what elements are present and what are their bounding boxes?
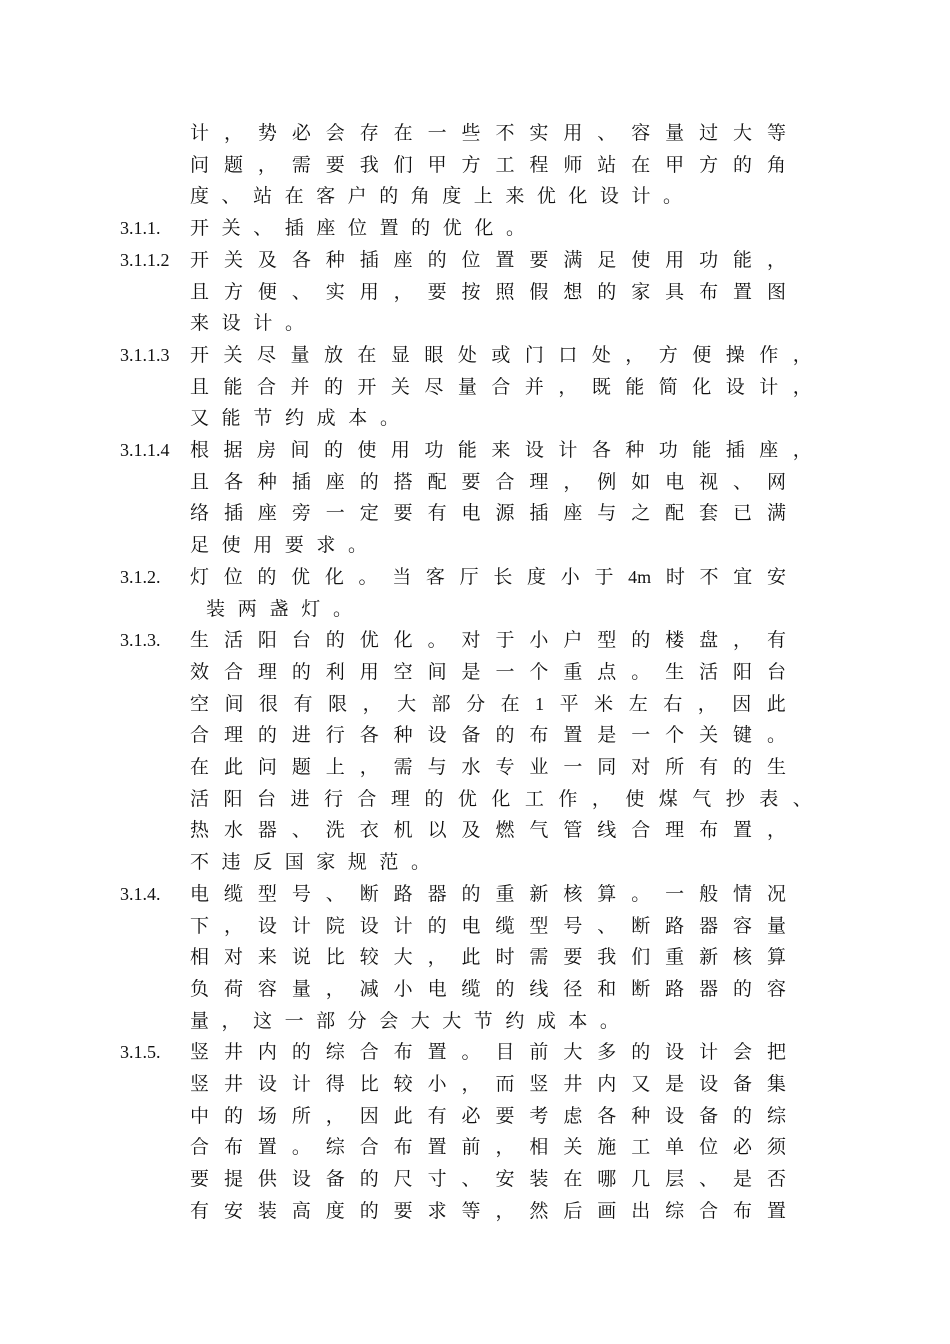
section-number: 3.1.1.2 bbox=[120, 249, 170, 270]
line-text: 合 布 置 。 综 合 布 置 前 ， 相 关 施 工 单 位 必 须 bbox=[190, 1136, 786, 1159]
line-text: 合 理 的 进 行 各 种 设 备 的 布 置 是 一 个 关 键 。 bbox=[190, 724, 786, 747]
text-line bbox=[0, 973, 950, 1005]
line-text: 要 提 供 设 备 的 尺 寸 、 安 装 在 哪 几 层 、 是 否 bbox=[190, 1168, 786, 1191]
line-text: 不 违 反 国 家 规 范 。 bbox=[190, 851, 430, 874]
line-text: 络 插 座 旁 一 定 要 有 电 源 插 座 与 之 配 套 已 满 bbox=[190, 502, 786, 525]
line-text: 竖 井 内 的 综 合 布 置 。 目 前 大 多 的 设 计 会 把 bbox=[190, 1041, 786, 1064]
text-line bbox=[0, 149, 950, 181]
line-text: 计 ， 势 必 会 存 在 一 些 不 实 用 、 容 量 过 大 等 bbox=[190, 122, 786, 144]
text-line bbox=[0, 117, 950, 149]
line-text: 活 阳 台 进 行 合 理 的 优 化 工 作 ， 使 煤 气 抄 表 、 bbox=[190, 787, 812, 810]
text-line bbox=[0, 402, 950, 434]
line-text: 效 合 理 的 利 用 空 间 是 一 个 重 点 。 生 活 阳 台 bbox=[190, 660, 786, 683]
text-line bbox=[0, 1131, 950, 1163]
text-line bbox=[0, 339, 950, 371]
text-line bbox=[0, 751, 950, 783]
line-text: 有 安 装 高 度 的 要 求 等 ， 然 后 画 出 综 合 布 置 bbox=[190, 1199, 786, 1222]
text-line bbox=[0, 1195, 950, 1227]
text-line bbox=[0, 1036, 950, 1068]
text-line bbox=[0, 783, 950, 815]
text-line bbox=[0, 878, 950, 910]
line-text: 在 此 问 题 上 ， 需 与 水 专 业 一 同 对 所 有 的 生 bbox=[190, 756, 786, 778]
text-line bbox=[0, 529, 950, 561]
text-line bbox=[0, 656, 950, 688]
text-line bbox=[0, 244, 950, 276]
line-text: 度 、 站 在 客 户 的 角 度 上 来 优 化 设 计 。 bbox=[190, 185, 682, 208]
line-text: 竖 井 设 计 得 比 较 小 ， 而 竖 井 内 又 是 设 备 集 bbox=[190, 1073, 786, 1095]
line-text: 且 方 便 、 实 用 ， 要 按 照 假 想 的 家 具 布 置 图 bbox=[190, 280, 786, 303]
text-line bbox=[0, 593, 950, 625]
text-line bbox=[0, 941, 950, 973]
text-line bbox=[0, 1163, 950, 1195]
line-text: 开 关 、 插 座 位 置 的 优 化 。 bbox=[190, 217, 525, 240]
text-line bbox=[0, 1005, 950, 1037]
line-text: 中 的 场 所 ， 因 此 有 必 要 考 虑 各 种 设 备 的 综 bbox=[190, 1104, 786, 1127]
section-number: 3.1.4. bbox=[120, 883, 161, 904]
text-line bbox=[0, 814, 950, 846]
text-line bbox=[0, 624, 950, 656]
line-text: 且 能 合 并 的 开 关 尽 量 合 并 ， 既 能 简 化 设 计 ， bbox=[190, 375, 812, 398]
text-line bbox=[0, 1100, 950, 1132]
line-text: 生 活 阳 台 的 优 化 。 对 于 小 户 型 的 楼 盘 ， 有 bbox=[190, 629, 786, 652]
line-text: 相 对 来 说 比 较 大 ， 此 时 需 要 我 们 重 新 核 算 bbox=[190, 946, 786, 969]
line-text: 电 缆 型 号 、 断 路 器 的 重 新 核 算 。 一 般 情 况 bbox=[190, 882, 786, 905]
section-number: 3.1.2. bbox=[120, 566, 161, 587]
line-text: 灯 位 的 优 化 。 当 客 厅 长 度 小 于 4m 时 不 宜 安 bbox=[190, 565, 786, 588]
line-text: 且 各 种 插 座 的 搭 配 要 合 理 ， 例 如 电 视 、 网 bbox=[190, 470, 786, 493]
text-line bbox=[0, 180, 950, 212]
line-text: 足 使 用 要 求 。 bbox=[190, 534, 367, 557]
text-line bbox=[0, 371, 950, 403]
section-number: 3.1.1. bbox=[120, 218, 161, 239]
text-line bbox=[0, 561, 950, 593]
text-line bbox=[0, 307, 950, 339]
section-number: 3.1.5. bbox=[120, 1042, 161, 1063]
line-text: 开 关 尽 量 放 在 显 眼 处 或 门 口 处 ， 方 便 操 作 ， bbox=[190, 343, 812, 366]
text-line bbox=[0, 846, 950, 878]
text-line bbox=[0, 1068, 950, 1100]
line-text: 装 两 盏 灯 。 bbox=[206, 597, 352, 620]
text-line bbox=[0, 276, 950, 308]
line-text: 热 水 器 、 洗 衣 机 以 及 燃 气 管 线 合 理 布 置 ， bbox=[190, 819, 786, 842]
section-number: 3.1.1.4 bbox=[120, 440, 170, 460]
line-text: 下 ， 设 计 院 设 计 的 电 缆 型 号 、 断 路 器 容 量 bbox=[190, 914, 786, 937]
text-line bbox=[0, 212, 950, 244]
line-text: 又 能 节 约 成 本 。 bbox=[190, 407, 399, 430]
line-text: 问 题 ， 需 要 我 们 甲 方 工 程 师 站 在 甲 方 的 角 bbox=[190, 153, 786, 176]
line-text: 根 据 房 间 的 使 用 功 能 来 设 计 各 种 功 能 插 座 ， bbox=[190, 439, 812, 461]
text-line bbox=[0, 434, 950, 466]
line-text: 来 设 计 。 bbox=[190, 312, 304, 335]
section-number: 3.1.1.3 bbox=[120, 344, 170, 365]
line-text: 开 关 及 各 种 插 座 的 位 置 要 满 足 使 用 功 能 ， bbox=[190, 248, 786, 271]
line-text: 负 荷 容 量 ， 减 小 电 缆 的 线 径 和 断 路 器 的 容 bbox=[190, 977, 786, 1000]
section-number: 3.1.3. bbox=[120, 630, 161, 651]
text-line bbox=[0, 719, 950, 751]
line-text: 空 间 很 有 限 ， 大 部 分 在 1 平 米 左 右 ， 因 此 bbox=[190, 692, 786, 715]
text-line bbox=[0, 910, 950, 942]
text-line bbox=[0, 497, 950, 529]
line-text: 量 ， 这 一 部 分 会 大 大 节 约 成 本 。 bbox=[190, 1009, 619, 1032]
text-line bbox=[0, 466, 950, 498]
text-line bbox=[0, 688, 950, 720]
